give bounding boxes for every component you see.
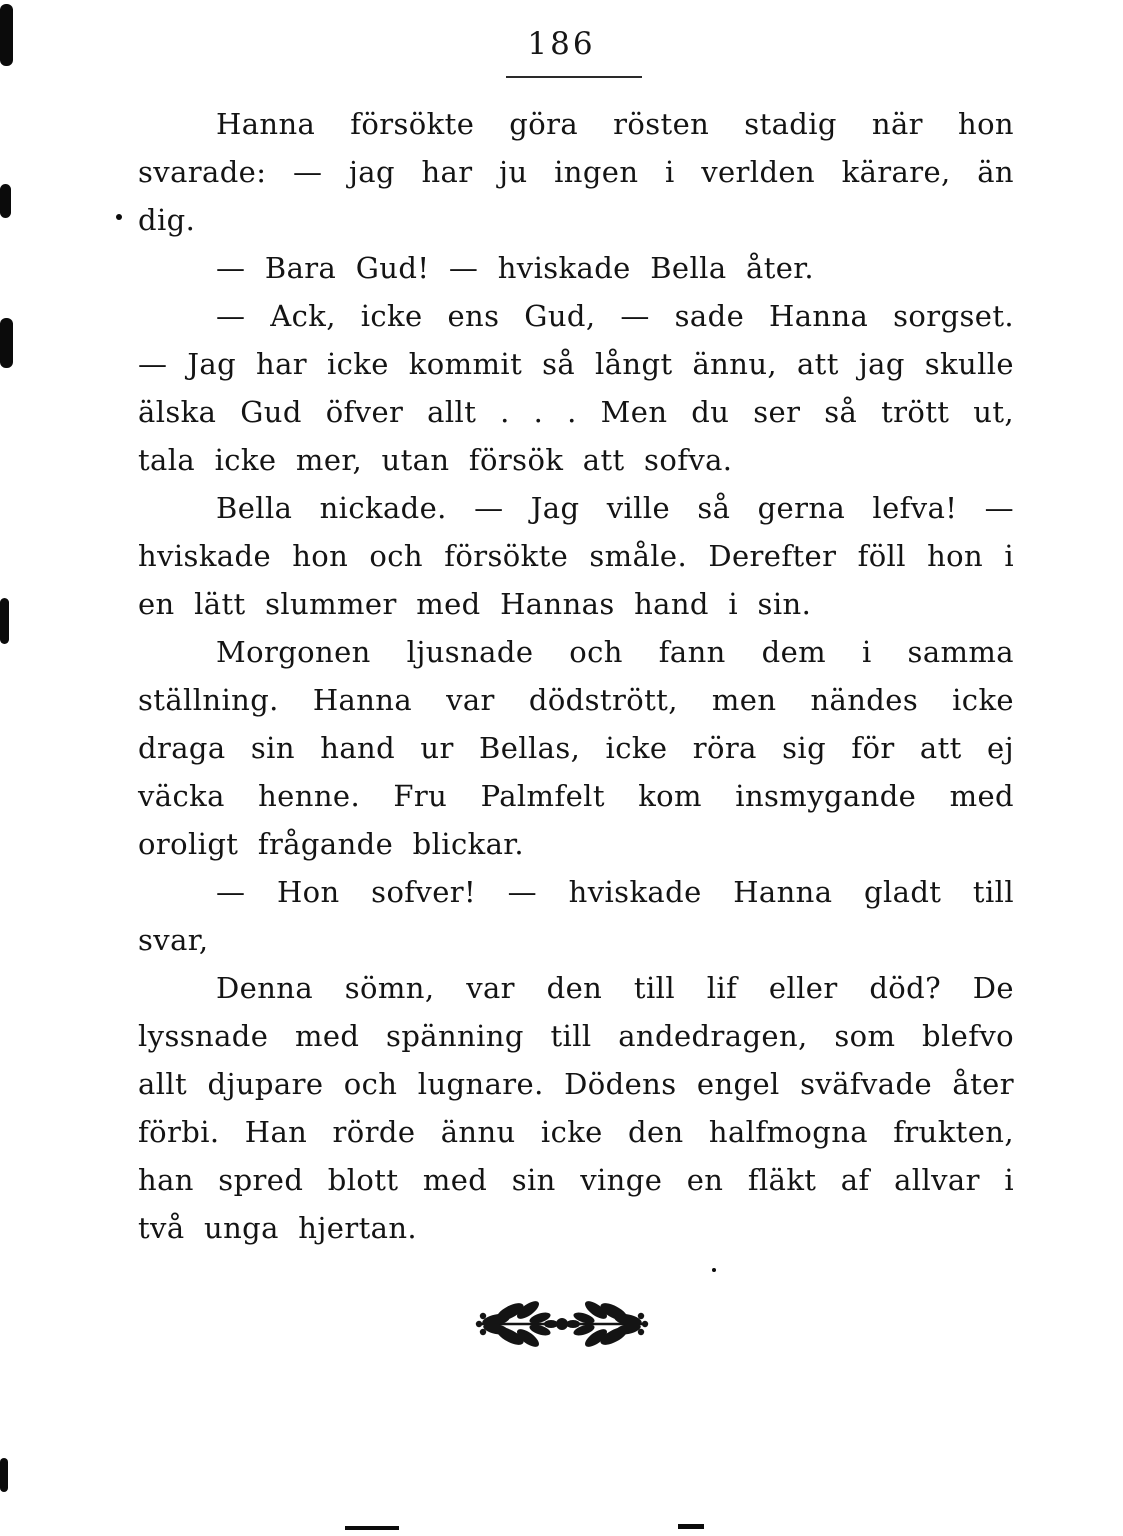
scan-artifact [0, 1458, 8, 1492]
paragraph: Bella nickade. — Jag ville så gerna lefva! — hviskade hon och försökte småle. Derefter föll hon i en lätt slummer med Hannas hand i sin. [138, 491, 1014, 621]
paragraph: Morgonen ljusnade och fann dem i samma ställning. Hanna var dödstrött, men nändes icke draga sin hand ur Bellas, icke röra sig för att ej väcka henne. Fru Palmfelt kom insmygande med oroligt frågande blickar. [138, 635, 1014, 861]
paragraph: — Ack, icke ens Gud, — sade Hanna sorgset. — Jag har icke kommit så långt ännu, att jag skulle älska Gud öfver allt . . . Men du ser så trött ut, tala icke mer, utan försök att sofva. [138, 299, 1014, 477]
text-block [138, 100, 1014, 1252]
scan-artifact [0, 318, 13, 368]
paragraph: — Bara Gud! — hviskade Bella åter. [216, 251, 815, 285]
paragraph: — Hon sofver! — hviskade Hanna gladt till svar, [138, 875, 1014, 957]
paragraph: Hanna försökte göra rösten stadig när hon svarade: — jag har ju ingen i verlden kärare, än dig. [138, 107, 1014, 237]
scan-artifact [0, 184, 11, 218]
scan-artifact [345, 1526, 399, 1530]
scan-artifact [0, 4, 13, 66]
page-number: 186 [527, 26, 596, 62]
page-number-rule [506, 76, 642, 78]
scan-artifact [116, 214, 122, 220]
chapter-end-ornament [0, 1292, 1123, 1358]
scan-artifact [0, 598, 9, 644]
scan-artifact [678, 1524, 704, 1529]
floral-leaf-flourish-icon [452, 1292, 672, 1354]
scan-artifact [712, 1268, 716, 1272]
paragraph: Denna sömn, var den till lif eller död? De lyssnade med spänning till andedragen, som blefvo allt djupare och lugnare. Dödens engel sväfvade åter förbi. Han rörde ännu icke den halfmogna frukten, han spred blott med sin vinge en fläkt af allvar i två unga hjertan. [138, 971, 1014, 1245]
